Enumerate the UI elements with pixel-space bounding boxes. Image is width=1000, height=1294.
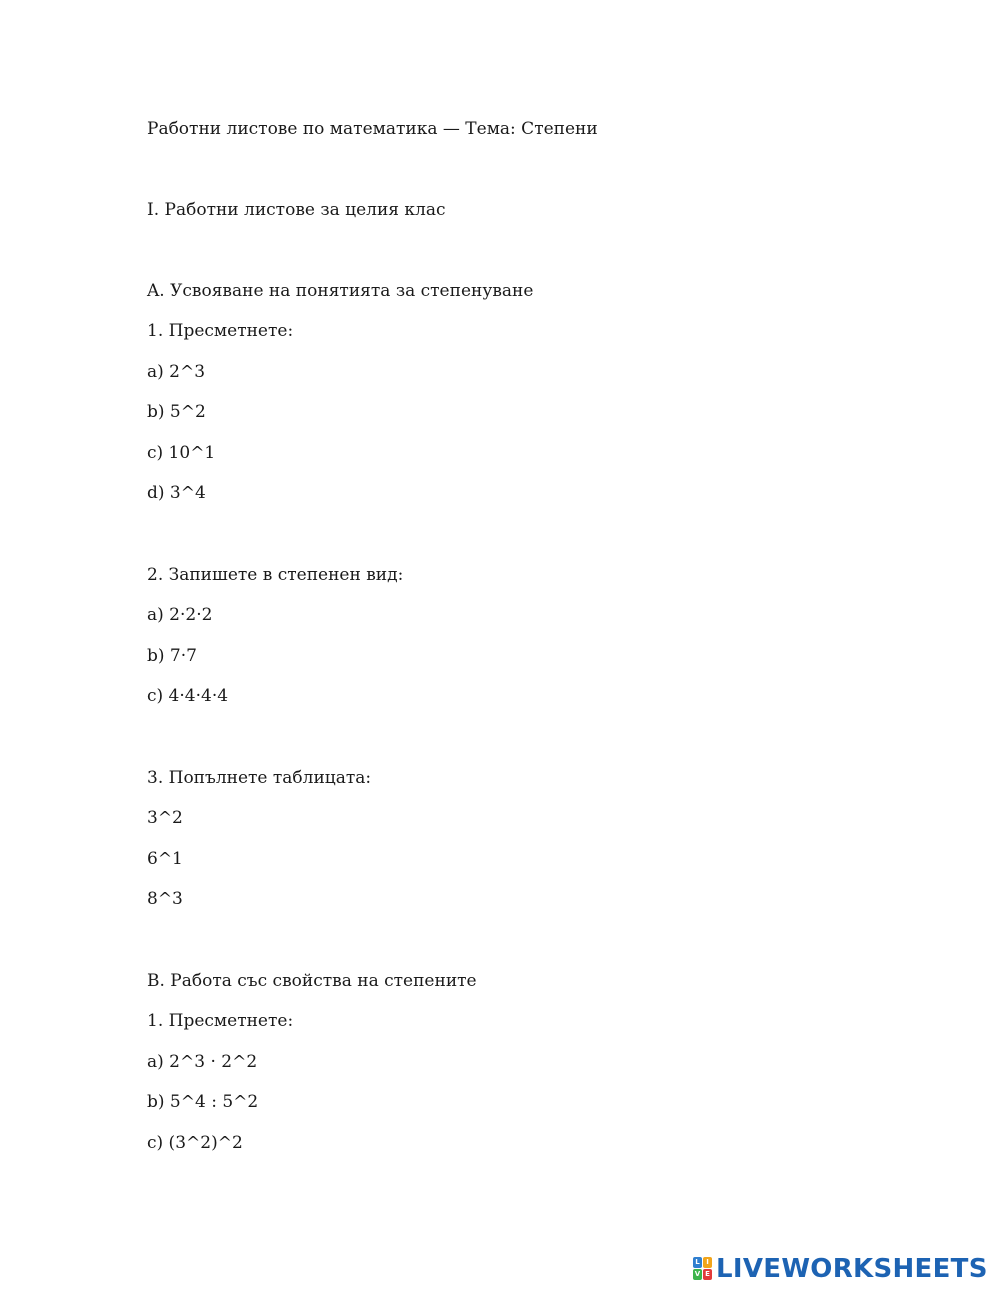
part-a-task3-item: 3^2: [147, 808, 183, 828]
part-a-task1-item: b) 5^2: [147, 402, 206, 422]
document-title: Работни листове по математика — Тема: Степени: [147, 119, 598, 139]
part-b-heading: B. Работа със свойства на степените: [147, 971, 477, 991]
part-b-task1-item: c) (3^2)^2: [147, 1133, 243, 1153]
logo-mark-letter: L: [693, 1257, 702, 1268]
part-a-task3-prompt: 3. Попълнете таблицата:: [147, 768, 372, 788]
part-a-task3-item: 8^3: [147, 889, 183, 909]
part-b-task1-item: b) 5^4 : 5^2: [147, 1092, 259, 1112]
part-a-task2-item: c) 4·4·4·4: [147, 686, 229, 706]
logo-mark-letter: E: [703, 1269, 712, 1280]
logo-mark-letter: I: [703, 1257, 712, 1268]
logo-mark-letter: V: [694, 1270, 701, 1278]
part-a-task2-item: a) 2·2·2: [147, 605, 213, 625]
part-a-task3-item: 6^1: [147, 849, 183, 869]
part-a-task1-prompt: 1. Пресметнете:: [147, 321, 294, 341]
part-a-heading: A. Усвояване на понятията за степенуване: [147, 281, 534, 301]
part-a-task2-item: b) 7·7: [147, 646, 197, 666]
part-a-task1-item: c) 10^1: [147, 443, 216, 463]
logo-text: LIVEWORKSHEETS: [716, 1254, 988, 1284]
liveworksheets-logo[interactable]: [693, 1256, 988, 1282]
part-a-task1-item: a) 2^3: [147, 362, 206, 382]
part-b-task1-prompt: 1. Пресметнете:: [147, 1011, 294, 1031]
part-a-task1-item: d) 3^4: [147, 483, 206, 503]
part-a-task2-prompt: 2. Запишете в степенен вид:: [147, 565, 404, 585]
part-b-task1-item: a) 2^3 · 2^2: [147, 1052, 258, 1072]
liveworksheets-mark-icon: [693, 1257, 713, 1281]
section-heading: I. Работни листове за целия клас: [147, 200, 446, 220]
